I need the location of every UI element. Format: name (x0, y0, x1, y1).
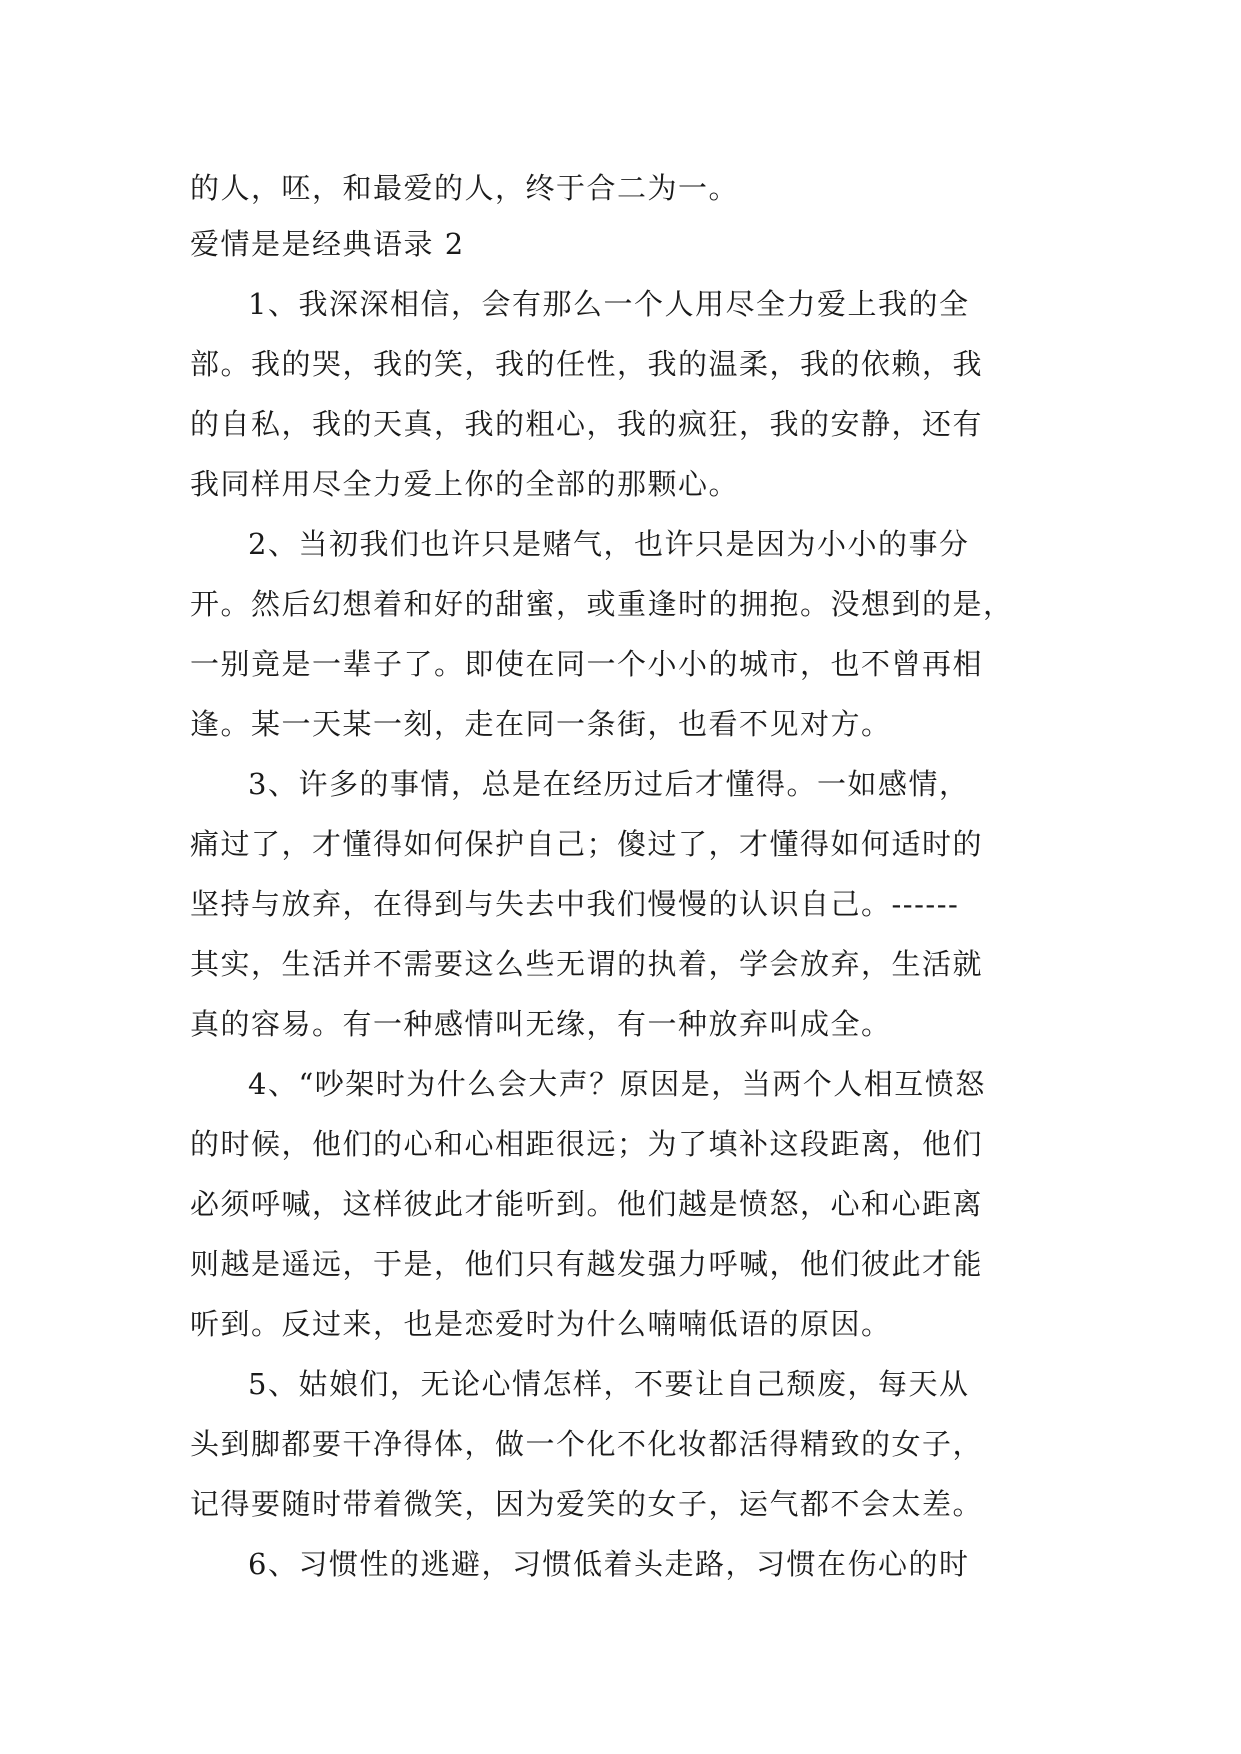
text-line: 1、我深深相信，会有那么一个人用尽全力爱上我的全 (248, 287, 970, 321)
text-line: 5、姑娘们，无论心情怎样，不要让自己颓废，每天从 (248, 1367, 970, 1401)
text-line: 痛过了，才懂得如何保护自己；傻过了，才懂得如何适时的 (190, 827, 984, 861)
text-line: 其实，生活并不需要这么些无谓的执着，学会放弃，生活就 (190, 947, 984, 981)
text-line: 6、习惯性的逃避，习惯低着头走路，习惯在伤心的时 (248, 1547, 970, 1581)
text-line: 3、许多的事情，总是在经历过后才懂得。一如感情， (248, 767, 970, 801)
text-line: 的时候，他们的心和心相距很远；为了填补这段距离，他们 (190, 1127, 984, 1161)
text-line: 头到脚都要干净得体，做一个化不化妆都活得精致的女子， (190, 1427, 984, 1461)
text-line: 2、当初我们也许只是赌气，也许只是因为小小的事分 (248, 527, 970, 561)
text-line: 4、“吵架时为什么会大声？原因是，当两个人相互愤怒 (248, 1067, 986, 1101)
text-line: 我同样用尽全力爱上你的全部的那颗心。 (190, 467, 740, 501)
section-heading: 爱情是是经典语录 2 (190, 227, 465, 261)
text-line: 一别竟是一辈子了。即使在同一个小小的城市，也不曾再相 (190, 647, 984, 681)
text-line: 记得要随时带着微笑，因为爱笑的女子，运气都不会太差。 (190, 1487, 984, 1521)
text-line: 真的容易。有一种感情叫无缘，有一种放弃叫成全。 (190, 1007, 892, 1041)
document-body (190, 158, 1070, 1594)
text-line: 的自私，我的天真，我的粗心，我的疯狂，我的安静，还有 (190, 407, 984, 441)
text-line: 部。我的哭，我的笑，我的任性，我的温柔，我的依赖，我 (190, 347, 984, 381)
text-line: 开。然后幻想着和好的甜蜜，或重逢时的拥抱。没想到的是， (190, 587, 1014, 621)
text-line: 则越是遥远，于是，他们只有越发强力呼喊，他们彼此才能 (190, 1247, 984, 1281)
text-line: 的人，呸，和最爱的人，终于合二为一。 (190, 171, 740, 205)
text-line: 逢。某一天某一刻，走在同一条街，也看不见对方。 (190, 707, 892, 741)
text-line: 听到。反过来，也是恋爱时为什么喃喃低语的原因。 (190, 1307, 892, 1341)
text-line: 必须呼喊，这样彼此才能听到。他们越是愤怒，心和心距离 (190, 1187, 984, 1221)
text-line: 坚持与放弃，在得到与失去中我们慢慢的认识自己。------ (190, 887, 960, 921)
